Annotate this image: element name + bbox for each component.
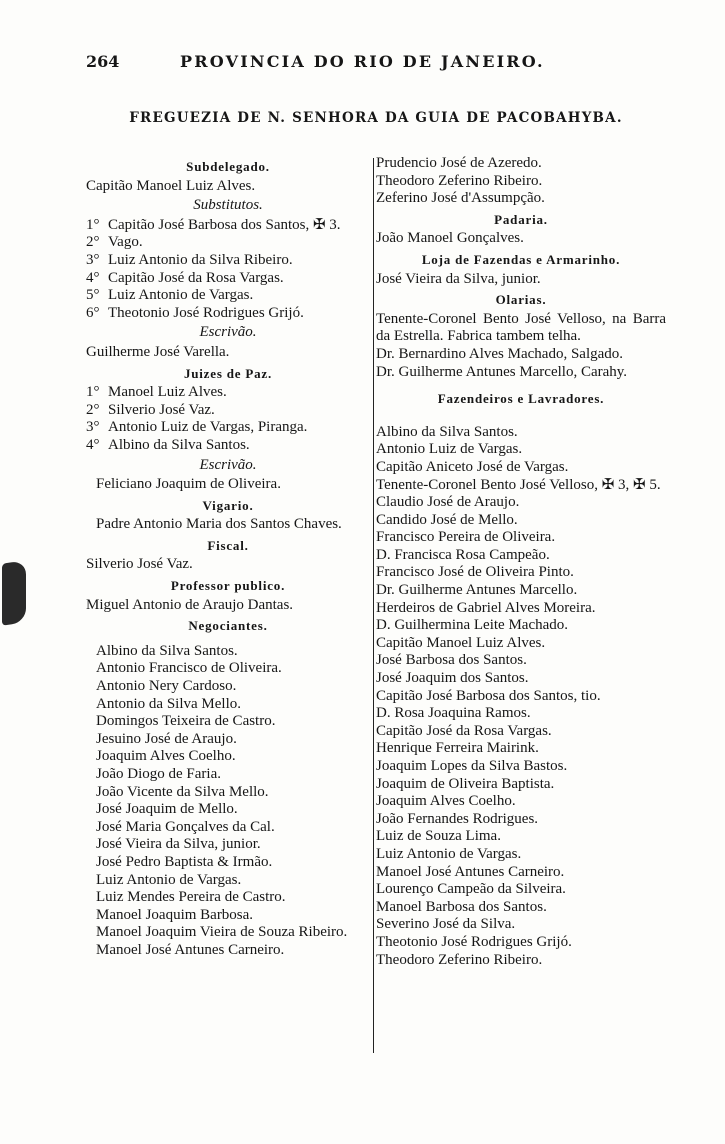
list-item: José Maria Gonçalves da Cal. xyxy=(96,818,275,835)
list-item xyxy=(86,305,370,323)
list-item: Capitão Manoel Luiz Alves. xyxy=(376,634,546,651)
fazendeiros-heading: Fazendeiros e Lavradores. xyxy=(437,391,605,407)
entry-name: Capitão José da Rosa Vargas. xyxy=(108,269,284,286)
list-item: Claudio José de Araujo. xyxy=(376,494,520,511)
ordinal: 2° xyxy=(86,234,100,251)
list-item: João Fernandes Rodrigues. xyxy=(376,810,539,827)
page-number: 264 xyxy=(86,52,120,71)
list-item: Lourenço Campeão da Silveira. xyxy=(376,881,566,898)
fiscal-name: Silverio José Vaz. xyxy=(86,556,193,573)
list-item: Jesuino José de Araujo. xyxy=(96,730,237,747)
list-item: D. Francisca Rosa Campeão. xyxy=(376,546,550,563)
list-item xyxy=(86,402,370,420)
list-item: Albino da Silva Santos. xyxy=(376,423,518,440)
list-item: Manoel Barbosa dos Santos. xyxy=(376,898,547,915)
ordinal: 4° xyxy=(86,436,100,453)
parish-title: FREGUEZIA DE N. SENHORA DA GUIA DE PACOBAHYBA. xyxy=(129,110,623,126)
list-item: Antonio Luiz de Vargas. xyxy=(376,441,523,458)
list-item: Domingos Teixeira de Castro. xyxy=(96,713,276,730)
padaria-heading: Padaria. xyxy=(494,211,548,227)
list-item: José Vieira da Silva, junior. xyxy=(96,836,261,853)
list-item xyxy=(86,287,370,305)
vigario-heading: Vigario. xyxy=(202,497,254,513)
professor-name: Miguel Antonio de Araujo Dantas. xyxy=(86,596,294,613)
professor-heading: Professor publico. xyxy=(170,578,286,594)
loja-name: José Vieira da Silva, junior. xyxy=(376,270,541,287)
list-item: Dr. Guilherme Antunes Marcello, Carahy. xyxy=(376,363,628,380)
escrivao-heading: Escrivão. xyxy=(199,456,257,473)
list-item: Tenente-Coronel Bento José Velloso, na Barra da Estrella. Fabrica tambem telha. xyxy=(376,310,666,345)
list-item: Joaquim Alves Coelho. xyxy=(376,793,516,810)
ordinal: 3° xyxy=(86,251,100,268)
list-item: Manoel Joaquim Barbosa. xyxy=(96,906,254,923)
list-item: José Joaquim de Mello. xyxy=(96,801,238,818)
list-item: Capitão Aniceto José de Vargas. xyxy=(376,458,569,475)
list-item: Luiz Antonio de Vargas. xyxy=(376,845,522,862)
list-item: Antonio Nery Cardoso. xyxy=(96,678,237,695)
list-item: Henrique Ferreira Mairink. xyxy=(376,740,539,757)
juizes-heading: Juizes de Paz. xyxy=(183,365,273,381)
entry-name: Luiz Antonio da Silva Ribeiro. xyxy=(108,251,293,268)
running-title: PROVINCIA DO RIO DE JANEIRO. xyxy=(180,52,545,71)
fazendeiros-list xyxy=(376,424,666,969)
left-column xyxy=(86,155,370,960)
entry-name: Albino da Silva Santos. xyxy=(108,436,250,453)
subdelegado-name: Capitão Manoel Luiz Alves. xyxy=(86,177,256,194)
list-item: Joaquim Alves Coelho. xyxy=(96,748,236,765)
list-item: Joaquim Lopes da Silva Bastos. xyxy=(376,758,568,774)
entry-name: Luiz Antonio de Vargas. xyxy=(108,287,254,304)
list-item xyxy=(86,234,370,252)
ordinal: 4° xyxy=(86,269,100,286)
loja-heading: Loja de Fazendas e Armarinho. xyxy=(421,251,621,267)
negociantes-list xyxy=(86,643,370,960)
list-item: José Barbosa dos Santos. xyxy=(376,652,527,669)
list-item: Dr. Bernardino Alves Machado, Salgado. xyxy=(376,345,624,362)
list-item: Francisco Pereira de Oliveira. xyxy=(376,529,556,546)
substitutos-list xyxy=(86,217,370,323)
list-item: José Pedro Baptista & Irmão. xyxy=(96,853,273,870)
list-item: Albino da Silva Santos. xyxy=(96,642,238,659)
column-divider xyxy=(373,158,374,1053)
list-item: Herdeiros de Gabriel Alves Moreira. xyxy=(376,599,596,616)
list-item: D. Guilhermina Leite Machado. xyxy=(376,617,569,634)
escrivao-name: Guilherme José Varella. xyxy=(86,343,230,360)
entry-name: Antonio Luiz de Vargas, Piranga. xyxy=(108,419,308,436)
list-item: Capitão José da Rosa Vargas. xyxy=(376,722,552,739)
page-header xyxy=(86,48,646,78)
list-item: João Vicente da Silva Mello. xyxy=(96,783,269,800)
right-column xyxy=(376,155,666,969)
list-item: D. Rosa Joaquina Ramos. xyxy=(376,705,531,722)
list-item xyxy=(86,252,370,270)
list-item xyxy=(86,217,370,235)
list-item: Joaquim de Oliveira Baptista. xyxy=(376,775,555,792)
escrivao-name: Feliciano Joaquim de Oliveira. xyxy=(96,476,281,493)
list-item: Candido José de Mello. xyxy=(376,511,518,528)
list-item: João Diogo de Faria. xyxy=(96,766,221,782)
padaria-name: João Manoel Gonçalves. xyxy=(376,230,524,247)
ordinal: 1° xyxy=(86,216,100,233)
entry-name: Silverio José Vaz. xyxy=(108,401,215,418)
list-item: Zeferino José d'Assumpção. xyxy=(376,190,545,207)
substitutos-heading: Substitutos. xyxy=(193,197,263,214)
entry-name: Theotonio José Rodrigues Grijó. xyxy=(108,304,304,321)
list-item: Theotonio José Rodrigues Grijó. xyxy=(376,933,572,950)
ordinal: 1° xyxy=(86,384,100,401)
list-item: Antonio Francisco de Oliveira. xyxy=(96,660,282,677)
list-item: Severino José da Silva. xyxy=(376,916,516,933)
list-item: Dr. Guilherme Antunes Marcello. xyxy=(376,582,578,599)
list-item: Luiz Mendes Pereira de Castro. xyxy=(96,889,286,906)
juizes-list xyxy=(86,384,370,454)
list-item: Theodoro Zeferino Ribeiro. xyxy=(376,172,543,189)
entry-name: Capitão José Barbosa dos Santos, ✠ 3. xyxy=(108,216,341,233)
list-item xyxy=(86,437,370,455)
list-item: Manoel José Antunes Carneiro. xyxy=(96,941,285,958)
list-item: Manoel Joaquim Vieira de Souza Ribeiro. xyxy=(96,924,348,941)
ordinal: 6° xyxy=(86,304,100,321)
olarias-list xyxy=(376,311,666,381)
olarias-heading: Olarias. xyxy=(495,292,547,308)
list-item: Luiz de Souza Lima. xyxy=(376,828,501,845)
subdelegado-heading: Subdelegado. xyxy=(186,159,270,174)
entry-name: Manoel Luiz Alves. xyxy=(108,384,227,401)
ordinal: 5° xyxy=(86,287,100,304)
escrivao-heading: Escrivão. xyxy=(199,324,257,341)
binding-shadow xyxy=(2,560,26,625)
list-item: Prudencio José de Azeredo. xyxy=(376,155,542,171)
ordinal: 2° xyxy=(86,401,100,418)
list-item: Antonio da Silva Mello. xyxy=(96,695,241,712)
entry-name: Vago. xyxy=(108,234,143,251)
list-item xyxy=(86,270,370,288)
list-item: Theodoro Zeferino Ribeiro. xyxy=(376,951,543,968)
ordinal: 3° xyxy=(86,419,100,436)
list-item: Tenente-Coronel Bento José Velloso, ✠ 3, ✠ 5. xyxy=(376,476,661,493)
list-item: Capitão José Barbosa dos Santos, tio. xyxy=(376,687,601,704)
list-item xyxy=(86,384,370,402)
list-item: Francisco José de Oliveira Pinto. xyxy=(376,564,574,581)
list-item: Luiz Antonio de Vargas. xyxy=(96,871,242,888)
list-item xyxy=(86,419,370,437)
vigario-name: Padre Antonio Maria dos Santos Chaves. xyxy=(96,516,342,533)
list-item: José Joaquim dos Santos. xyxy=(376,670,529,687)
negociantes-heading: Negociantes. xyxy=(188,618,268,634)
list-item: Manoel José Antunes Carneiro. xyxy=(376,863,565,880)
fiscal-heading: Fiscal. xyxy=(207,537,249,553)
